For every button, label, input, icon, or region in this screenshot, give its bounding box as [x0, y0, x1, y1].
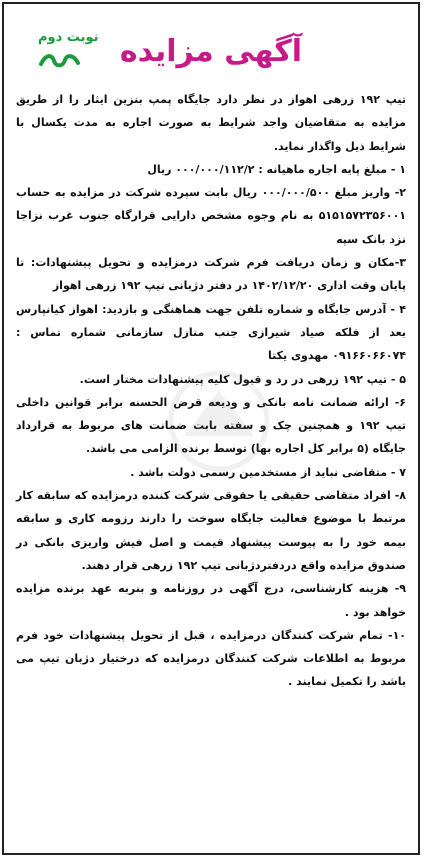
condition-7: ۷ - متقاضی نباید از مستخدمین رسمی دولت باشد .: [130, 465, 406, 479]
ad-header: [4, 4, 418, 82]
condition-2: ۲- واریز مبلغ ۰۰۰/۰۰۰/۵۰۰ ریال بابت سپرده شرکت در مزایده به حساب ۵۱۵۱۵۷۲۳۵۶۰۰۱ به نام وجوه مشخص دارایی قرارگاه جنوب غرب نزاجا نزد بانک سپه: [16, 186, 406, 246]
turn-label: نوبت دوم: [38, 30, 99, 45]
ad-body: [4, 88, 418, 694]
ad-frame: [2, 2, 420, 855]
page-title: آگهی مزایده: [119, 34, 303, 69]
condition-3: ۳-مکان و زمان دریافت فرم شرکت درمزایده و تحویل پیشنهادات: تا پایان وقت اداری ۱۴۰۲/۱۲/۲۰ در دفتر دژبانی تیپ ۱۹۲ زرهی اهواز: [16, 256, 406, 293]
condition-6: ۶- ارائه ضمانت نامه بانکی و ودیعه قرض الحسنه برابر قوانین داخلی تیپ ۱۹۲ و همچنین چک و سفته بابت ضمانت های مربوط به قرارداد جایگاه (۵ برابر کل اجاره بها) توسط برنده الزامی می باشد.: [16, 395, 406, 456]
condition-10: ۱۰- تمام شرکت کنندگان درمزایده ، قبل از تحویل پیشنهادات خود فرم مربوط به اطلاعات شرکت کنندگان درمزایده که درختیار دژبان تیپ می باشد را تکمیل نمایند .: [16, 628, 406, 689]
condition-5: ۵ - تیپ ۱۹۲ زرهی در رد و قبول کلیه پیشنهادات مختار است.: [79, 372, 406, 386]
condition-9: ۹- هزینه کارشناسی، درج آگهی در روزنامه و بنربه عهد برنده مزایده خواهد بود .: [16, 582, 406, 619]
condition-1: ۱ - مبلغ پایه اجاره ماهیانه : ۰۰۰/۰۰۰/۱۱۲/۲ ریال: [147, 162, 406, 176]
intro-paragraph: تیپ ۱۹۲ زرهی اهواز در نظر دارد جایگاه پمپ بنزین ایثار را از طریق مزایده به متقاضیان واجد شرایط به صورت اجاره به مدت یکسال با شرایط ذیل واگذار نماید.: [16, 93, 406, 153]
condition-4: ۴ - آدرس جایگاه و شماره تلفن جهت هماهنگی و بازدید: اهواز کیانپارس بعد از فلکه صیاد شیرازی جنب منازل سازمانی شماره تماس : ۰۹۱۶۶۰۶۶۰۷۴ مهدوی یکتا: [16, 302, 406, 363]
condition-8: ۸- افراد متقاضی حقیقی یا حقوقی شرکت کننده درمزایده که سابقه کار مرتبط با موضوع فعالیت جایگاه سوخت را دارند رزومه کاری و سابقه بیمه خود را به پیوست پیشنهاد قیمت و اصل فیش واریزی بانکی در صندوق مزایده واقع دردفتردژبانی تیپ ۱۹۲ زرهی قرار دهند.: [16, 489, 406, 572]
